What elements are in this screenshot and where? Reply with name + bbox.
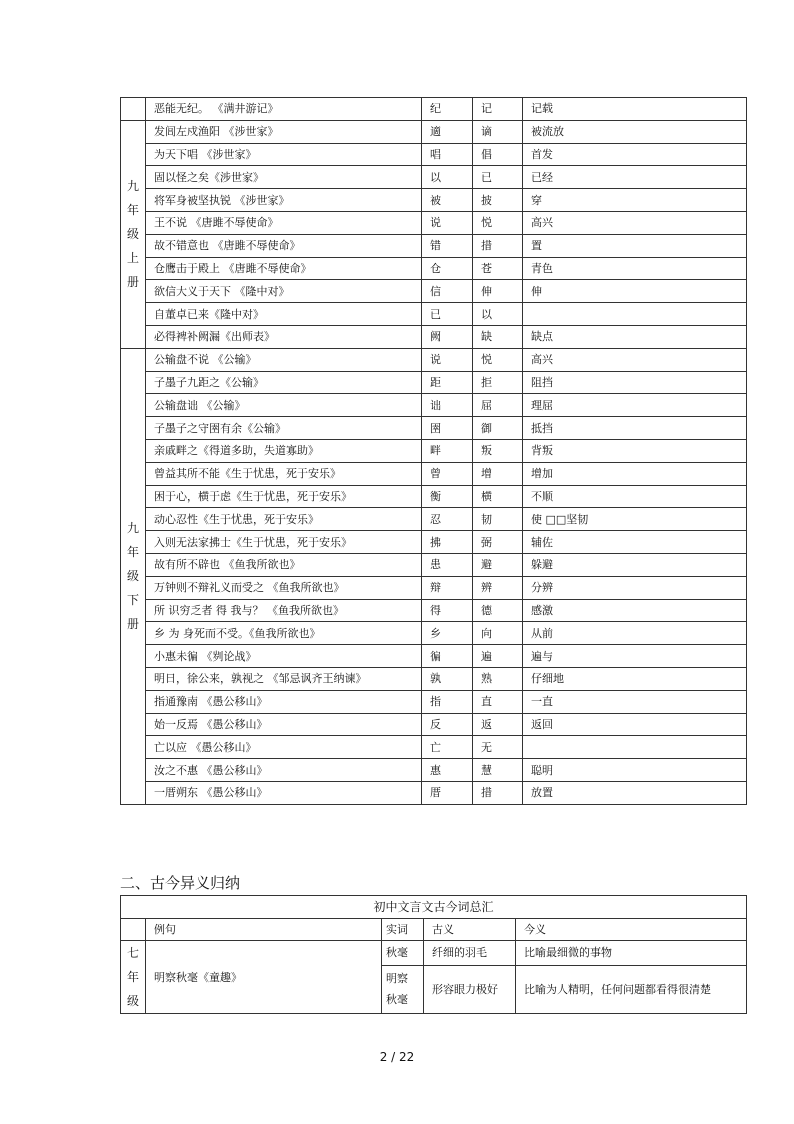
table-row (121, 348, 747, 371)
meaning: 被流放 (523, 120, 747, 143)
original-char: 厝 (422, 781, 473, 804)
table-row (121, 553, 747, 576)
tongjia-char: 拒 (473, 371, 523, 394)
table-row (121, 736, 747, 759)
header-example: 例句 (146, 919, 382, 941)
original-char: 信 (422, 280, 473, 303)
table-row (121, 531, 747, 554)
example-sentence: 小惠未徧 《刿论战》 (146, 645, 422, 668)
meaning: 已经 (523, 166, 747, 189)
table-row (121, 462, 747, 485)
meaning: 理屈 (523, 394, 747, 417)
table-row (121, 759, 747, 782)
original-char: 以 (422, 166, 473, 189)
table-row (121, 690, 747, 713)
original-char: 辩 (422, 576, 473, 599)
example-sentence: 欲信大义于天下 《隆中对》 (146, 280, 422, 303)
table-row (121, 576, 747, 599)
grade-label (121, 98, 146, 121)
meaning: 缺点 (523, 325, 747, 348)
table-row (121, 417, 747, 440)
tongjia-char: 以 (473, 303, 523, 326)
table-row (121, 98, 747, 121)
meaning: 置 (523, 234, 747, 257)
tongjia-char: 无 (473, 736, 523, 759)
table-header-row (121, 919, 747, 941)
section-heading: 二、古今异义归纳 (120, 874, 241, 892)
tongjia-char: 已 (473, 166, 523, 189)
tongjia-char: 辨 (473, 576, 523, 599)
meaning (523, 736, 747, 759)
tongjia-char: 直 (473, 690, 523, 713)
original-char: 反 (422, 713, 473, 736)
example-sentence: 将军身被坚执锐 《涉世家》 (146, 189, 422, 212)
meaning: 增加 (523, 462, 747, 485)
example-sentence: 困于心，横于虑《生于忧患，死于安乐》 (146, 485, 422, 508)
meaning: 感激 (523, 599, 747, 622)
original-char: 亡 (422, 736, 473, 759)
example-sentence: 故有所不辟也 《鱼我所欲也》 (146, 553, 422, 576)
original-char: 圉 (422, 417, 473, 440)
ancient-meaning: 纤细的羽毛 (424, 941, 516, 966)
table-row (121, 325, 747, 348)
example-sentence: 公输盘不说 《公输》 (146, 348, 422, 371)
tongjia-char: 韧 (473, 508, 523, 531)
meaning: 高兴 (523, 211, 747, 234)
tongjia-char: 返 (473, 713, 523, 736)
table-row (121, 143, 747, 166)
meaning: 辅佐 (523, 531, 747, 554)
example-sentence: 子墨子之守圉有余《公输》 (146, 417, 422, 440)
original-char: 说 (422, 211, 473, 234)
tongjia-char: 苍 (473, 257, 523, 280)
tongjia-char: 措 (473, 781, 523, 804)
grade-label: 七 年 级 (121, 941, 146, 1014)
modern-meaning: 比喻为人精明，任何问题都看得很清楚 (516, 965, 747, 1013)
word-cell: 秋毫 (382, 941, 424, 966)
original-char: 错 (422, 234, 473, 257)
tongjia-char: 遍 (473, 645, 523, 668)
meaning: 躲避 (523, 553, 747, 576)
table-row (121, 645, 747, 668)
table-row (121, 941, 747, 966)
original-char: 拂 (422, 531, 473, 554)
table-row (121, 485, 747, 508)
example-sentence: 乡 为 身死而不受。《鱼我所欲也》 (146, 622, 422, 645)
tongjia-char: 缺 (473, 325, 523, 348)
original-char: 仓 (422, 257, 473, 280)
meaning: 返回 (523, 713, 747, 736)
example-sentence: 固以怪之矣《涉世家》 (146, 166, 422, 189)
original-char: 距 (422, 371, 473, 394)
original-char: 诎 (422, 394, 473, 417)
tongjia-char: 慧 (473, 759, 523, 782)
example-sentence: 亡以应 《愚公移山》 (146, 736, 422, 759)
meaning: 首发 (523, 143, 747, 166)
header-ancient: 古义 (424, 919, 516, 941)
tongjia-char: 避 (473, 553, 523, 576)
tongjia-char: 记 (473, 98, 523, 121)
table-row (121, 303, 747, 326)
original-char: 被 (422, 189, 473, 212)
table-row (121, 120, 747, 143)
table-row (121, 371, 747, 394)
tongjia-char: 御 (473, 417, 523, 440)
example-sentence: 公输盘诎 《公输》 (146, 394, 422, 417)
modern-meaning: 比喻最细微的事物 (516, 941, 747, 966)
meaning: 高兴 (523, 348, 747, 371)
example-sentence: 指通豫南 《愚公移山》 (146, 690, 422, 713)
meaning: 仔细地 (523, 667, 747, 690)
table-row (121, 781, 747, 804)
ancient-meaning: 形容眼力极好 (424, 965, 516, 1013)
original-char: 已 (422, 303, 473, 326)
example-sentence: 为天下唱 《涉世家》 (146, 143, 422, 166)
original-char: 畔 (422, 439, 473, 462)
meaning: 分辨 (523, 576, 747, 599)
original-char: 惠 (422, 759, 473, 782)
meaning: 遍与 (523, 645, 747, 668)
example-sentence: 动心忍性《生于忧患，死于安乐》 (146, 508, 422, 531)
example-sentence: 入则无法家拂士《生于忧患，死于安乐》 (146, 531, 422, 554)
example-sentence: 所 识穷乏者 得 我与？ 《鱼我所欲也》 (146, 599, 422, 622)
example-sentence: 万钟则不辩礼义而受之 《鱼我所欲也》 (146, 576, 422, 599)
original-char: 適 (422, 120, 473, 143)
example-sentence: 汝之不惠 《愚公移山》 (146, 759, 422, 782)
table-row (121, 622, 747, 645)
header-blank (121, 919, 146, 941)
meaning: 青色 (523, 257, 747, 280)
tongjia-char: 叛 (473, 439, 523, 462)
tongjia-char: 悦 (473, 348, 523, 371)
original-char: 说 (422, 348, 473, 371)
example-sentence: 发闾左戍渔阳 《涉世家》 (146, 120, 422, 143)
tongjia-char: 谪 (473, 120, 523, 143)
tongjia-char: 德 (473, 599, 523, 622)
example-sentence: 子墨子九距之《公输》 (146, 371, 422, 394)
header-modern: 今义 (516, 919, 747, 941)
original-char: 孰 (422, 667, 473, 690)
original-char: 得 (422, 599, 473, 622)
original-char: 纪 (422, 98, 473, 121)
original-char: 徧 (422, 645, 473, 668)
meaning: 背叛 (523, 439, 747, 462)
example-sentence: 恶能无纪。 《满井游记》 (146, 98, 422, 121)
original-char: 曾 (422, 462, 473, 485)
header-word: 实词 (382, 919, 424, 941)
table-row (121, 280, 747, 303)
example-sentence: 王不说 《唐雎不辱使命》 (146, 211, 422, 234)
tongjia-char: 披 (473, 189, 523, 212)
tongjia-char: 向 (473, 622, 523, 645)
original-char: 患 (422, 553, 473, 576)
table-row (121, 713, 747, 736)
tongjia-char: 熟 (473, 667, 523, 690)
tongjia-table (120, 97, 747, 805)
table-row (121, 257, 747, 280)
meaning: 一直 (523, 690, 747, 713)
page-number: 2 / 22 (379, 1050, 415, 1064)
example-sentence: 曾益其所不能《生于忧患，死于安乐》 (146, 462, 422, 485)
meaning: 伸 (523, 280, 747, 303)
tongjia-table-body (121, 98, 747, 805)
meaning: 阻挡 (523, 371, 747, 394)
example-sentence: 一厝朔东 《愚公移山》 (146, 781, 422, 804)
grade-label: 九 年 级 下 册 (121, 348, 146, 804)
example-sentence: 故不错意也 《唐雎不辱使命》 (146, 234, 422, 257)
tongjia-char: 伸 (473, 280, 523, 303)
example-sentence: 仓鹰击于殿上 《唐雎不辱使命》 (146, 257, 422, 280)
table-row (121, 599, 747, 622)
meaning: 不顺 (523, 485, 747, 508)
example-sentence: 亲戚畔之《得道多助，失道寡助》 (146, 439, 422, 462)
example-sentence: 明日，徐公来，孰视之 《邹忌讽齐王纳谏》 (146, 667, 422, 690)
meaning: 聪明 (523, 759, 747, 782)
table-caption: 初中文言文古今词总汇 (121, 896, 747, 919)
meaning: 从前 (523, 622, 747, 645)
meaning: 穿 (523, 189, 747, 212)
table-row (121, 166, 747, 189)
example-sentence: 始一反焉 《愚公移山》 (146, 713, 422, 736)
grade-label: 九 年 级 上 册 (121, 120, 146, 348)
table-row (121, 189, 747, 212)
meaning: 使 □□坚韧 (523, 508, 747, 531)
table-row (121, 439, 747, 462)
tongjia-char: 悦 (473, 211, 523, 234)
original-char: 忍 (422, 508, 473, 531)
example-sentence: 必得裨补阙漏《出师表》 (146, 325, 422, 348)
original-char: 衡 (422, 485, 473, 508)
tongjia-char: 增 (473, 462, 523, 485)
gujin-table (120, 895, 747, 1014)
meaning: 放置 (523, 781, 747, 804)
table-row (121, 667, 747, 690)
tongjia-char: 横 (473, 485, 523, 508)
word-cell: 明察 秋毫 (382, 965, 424, 1013)
original-char: 指 (422, 690, 473, 713)
table-row (121, 234, 747, 257)
meaning: 记载 (523, 98, 747, 121)
example-sentence: 自董卓已来《隆中对》 (146, 303, 422, 326)
example-sentence: 明察秋毫《童趣》 (146, 941, 382, 1014)
tongjia-char: 弼 (473, 531, 523, 554)
meaning (523, 303, 747, 326)
table-row (121, 508, 747, 531)
table-row (121, 394, 747, 417)
table-row (121, 211, 747, 234)
meaning: 抵挡 (523, 417, 747, 440)
original-char: 乡 (422, 622, 473, 645)
tongjia-char: 措 (473, 234, 523, 257)
original-char: 唱 (422, 143, 473, 166)
tongjia-char: 屈 (473, 394, 523, 417)
original-char: 阙 (422, 325, 473, 348)
tongjia-char: 倡 (473, 143, 523, 166)
